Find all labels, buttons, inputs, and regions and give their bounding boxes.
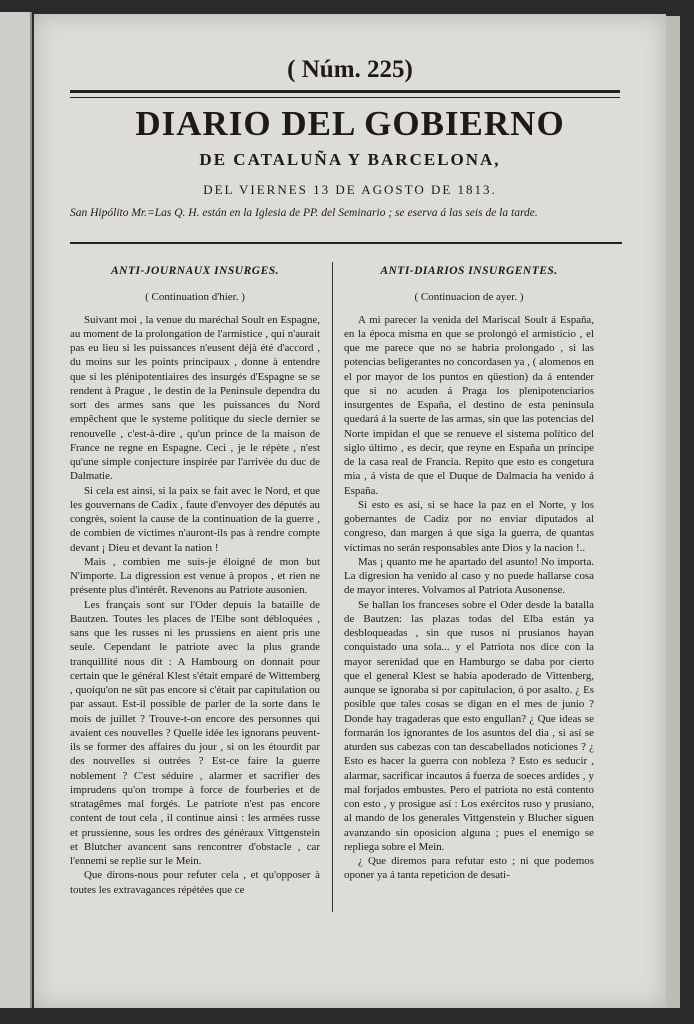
top-rule <box>70 90 620 93</box>
left-column-heading: ANTI-JOURNAUX INSURGES. <box>110 265 280 277</box>
facing-page-edge <box>0 12 32 1008</box>
right-paragraph: ¿ Que diremos para refutar esto ; ni que podemos oponer ya á tanta repeticion de desati- <box>344 855 594 882</box>
right-column <box>344 264 594 883</box>
left-paragraph: Mais , combien me suis-je éloigné de mon but N'importe. La digression est venue à propos , et rien ne présente plus d'intérêt. Revenons au Patriote ausonien. <box>70 555 320 597</box>
top-rule-thin <box>70 97 620 98</box>
right-column-heading: ANTI-DIARIOS INSURGENTES. <box>380 265 558 277</box>
newspaper-page <box>34 14 666 1008</box>
left-continuation: ( Continuation d'hier. ) <box>145 291 245 304</box>
right-paragraph: A mi parecer la venida del Mariscal Soult á España, en la época misma en que se prolongó el armisticio , el que me parece que no se habria prolongado , si las potencias beligerantes no concordasen ya , ( alomenos en el por mayor de los puntos en qüestion) da á entender que si no acuden á Praga los plenipotenciarios insurgentes de España, el destino de esta peninsula quedará á la suerte de las armas, sin que las potencias del Norte impidan el que se renueve el sistema político del siglo último , es decir, que reyne en España un príncipe de la casa real de Francia. Repito que esto es congetura mia , á vista de que el Duque de Dalmacia ha venido á España. <box>344 313 594 497</box>
right-paragraph: Si esto es así, si se hace la paz en el Norte, y los gobernantes de Cadiz por no enviar diputados al congreso, dan margen á que siga la guerra, de quantas víctimas no serán responsables ante Dios y la nacion !.. <box>344 498 594 554</box>
page-stack-edge <box>666 16 680 1008</box>
saint-notice: San Hipólito Mr.=Las Q. H. están en la Iglesia de PP. del Seminario ; se eserva á las seis de la tarde. <box>70 207 538 219</box>
left-column <box>70 264 320 897</box>
left-paragraph: Les français sont sur l'Oder depuis la bataille de Bautzen. Toutes les places de l'Elbe sont débloquées , sans que les russes ni les prussiens en aient pris une seule. Cependant le patriote avec la plus grande tranquillité nous dit : A Hambourg on donnait pour certain que le général Klest s'était emparé de Wittemberg , quoiqu'on ne sût pas encore si c'était par capitulation ou par assaut. Est-il possible de parler de la sorte dans le mois de juillet ? Trouve-t-on encore des personnes qui avaient ces nouvelles ? Quelle idée les ignorans peuvent-ils se former des affaires du jour , si on les étourdit par des nouvelles si outrées ? Est-ce faire la guerre noblement ? C'est séduire , alarmer et sacrifier des imprudens qu'on trompe à force de fourberies et de stratagêmes mal forgés. Le patriote n'est pas encore content de tout cela , il continue ainsi : les armées russe et prussienne, sous les ordres des généraux Vittgenstein et Blutcher avancent sans rencontrer d'obstacle , car l'ennemi se replie sur le Mein. <box>70 598 320 867</box>
dateline: DEL VIERNES 13 DE AGOSTO DE 1813. <box>203 182 497 197</box>
issue-number: ( Núm. 225) <box>287 56 413 83</box>
column-divider <box>332 262 333 912</box>
masthead-subtitle: DE CATALUÑA Y BARCELONA, <box>199 150 501 169</box>
left-paragraph: Que dirons-nous pour refuter cela , et qu'opposer à toutes les extravagances répétées que ce <box>70 869 320 896</box>
left-paragraph: Si cela est ainsi, si la paix se fait avec le Nord, et que les gouvernans de Cadix , faute d'envoyer des députés au congrès, soient la cause de la continuation de la guerre , de combien de victimes n'auront-ils pas à rendre compte devant ¡ Dieu et devant la nation ! <box>70 484 320 554</box>
masthead-title: DIARIO DEL GOBIERNO <box>135 104 565 143</box>
right-paragraph: Mas ¡ quanto me he apartado del asunto! No importa. La digresion ha venido al caso y no puede hallarse cosa de mayor interes. Volvamos al Patriota Ausonense. <box>344 555 594 597</box>
right-paragraph: Se hallan los franceses sobre el Oder desde la batalla de Bautzen: las plazas todas del Elba están ya desbloqueadas , sin que rusos ni prusianos hayan conquistado una sola... y el Patriota nos dice con la mayor serenidad que en Hamburgo se daba por cierto que el general Klest se habia apoderado de Vittenberg, aunque se ignoraba si por capitulacion, ó por asalto. ¿ Es posible que tales cosas se digan en el mes de junio ? Donde hay tragaderas que esto engullan? ¿ Que ideas se formarán los ignorantes de los asuntos del dia , si así se aturden sus cabezas con tan descabellados noticiones ? ¿ Esto es hacer la guerra con nobleza ? Esto es seducir , alarmar, sacrificar incautos á fuerza de soeces ardides , y mal forjados embustes. Pero el patriota no está contento con esto , y prosigue así : Los exércitos ruso y prusiano, al mando de los generales Vittgenstein y Blucher siguen avanzando sin oposicion alguna ; pues el enemigo se repliega sobre el Mein. <box>344 598 594 853</box>
header-rule <box>70 242 622 244</box>
left-paragraph: Suivant moi , la venue du maréchal Soult en Espagne, au moment de la prolongation de l'armistice , qui n'aurait pas eu lieu si les puissances n'eusent déjà été d'accord , du moins sur les points principaux , donne à entendre que si les plénipotentiaires des insurgés d'Espagne se se rendent à Prague , le destin de la Peninsule dependra du sort des armes sans que les puissances du Nord empêchent que le systeme politique du siecle dernier se renouvelle , c'est-à-dire , qu'un prince de la maison de France ne regne en Espagne. Ceci , je le répète , n'est qu'une simple conjecture inspirée par l'arrivée du duc de Dalmatie. <box>70 313 320 483</box>
right-continuation: ( Continuacion de ayer. ) <box>414 291 524 304</box>
